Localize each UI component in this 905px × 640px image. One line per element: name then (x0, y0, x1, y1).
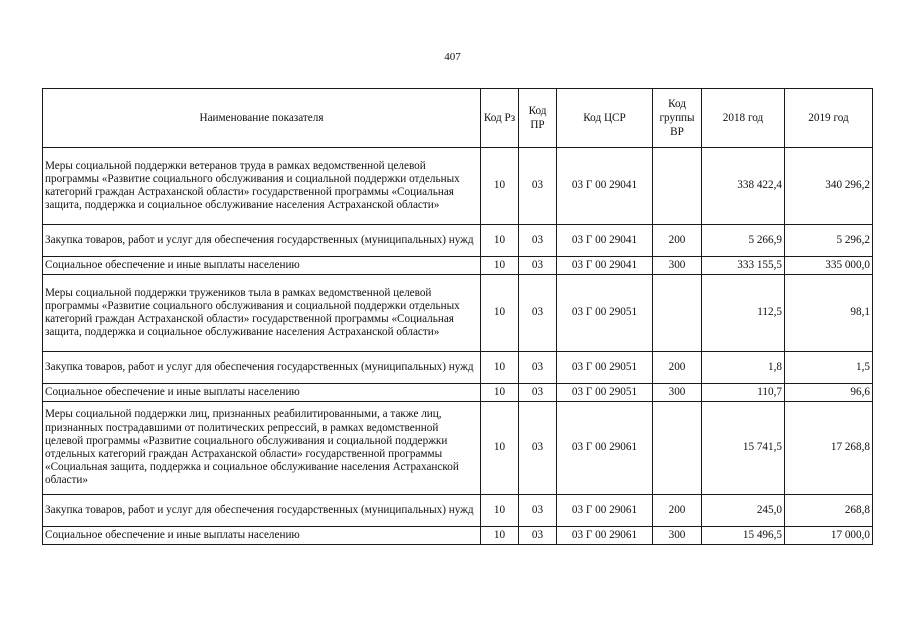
row-csr: 03 Г 00 29051 (557, 275, 653, 352)
header-2019: 2019 год (785, 89, 873, 148)
row-name: Меры социальной поддержки лиц, признанных реабилитированными, а также лиц, признанных пострадавшими от политических репрессий, в рамках ведомственной целевой программы «Развитие социального обслуживания и социальной поддержки отдельных категорий граждан Астраханской области» государственной программы «Социальная защита, поддержка и социальное обслуживание населения Астраханской области» (43, 402, 481, 495)
header-name: Наименование показателя (43, 89, 481, 148)
row-rz: 10 (481, 384, 519, 402)
table-row (43, 275, 873, 352)
row-pr: 03 (519, 225, 557, 257)
row-vr: 300 (653, 257, 702, 275)
row-vr (653, 275, 702, 352)
table-row (43, 352, 873, 384)
row-pr: 03 (519, 352, 557, 384)
row-pr: 03 (519, 402, 557, 495)
row-pr: 03 (519, 527, 557, 545)
row-name: Закупка товаров, работ и услуг для обеспечения государственных (муниципальных) нужд (43, 225, 481, 257)
row-2019: 17 000,0 (785, 527, 873, 545)
row-2018: 245,0 (702, 495, 785, 527)
row-name: Закупка товаров, работ и услуг для обеспечения государственных (муниципальных) нужд (43, 352, 481, 384)
table-header-row (43, 89, 873, 148)
row-name: Меры социальной поддержки ветеранов труда в рамках ведомственной целевой программы «Развитие социального обслуживания и социальной поддержки отдельных категорий граждан Астраханской области» государственной программы «Социальная защита, поддержка и социальное обслуживание населения Астраханской области» (43, 148, 481, 225)
row-pr: 03 (519, 257, 557, 275)
row-2018: 333 155,5 (702, 257, 785, 275)
row-vr: 300 (653, 527, 702, 545)
row-name: Социальное обеспечение и иные выплаты населению (43, 527, 481, 545)
row-vr: 200 (653, 352, 702, 384)
header-pr: Код ПР (519, 89, 557, 148)
row-2018: 1,8 (702, 352, 785, 384)
row-2019: 96,6 (785, 384, 873, 402)
row-pr: 03 (519, 384, 557, 402)
row-csr: 03 Г 00 29041 (557, 148, 653, 225)
row-2018: 5 266,9 (702, 225, 785, 257)
table-row (43, 527, 873, 545)
row-rz: 10 (481, 495, 519, 527)
table-row (43, 257, 873, 275)
row-csr: 03 Г 00 29041 (557, 257, 653, 275)
row-csr: 03 Г 00 29061 (557, 402, 653, 495)
header-rz: Код Рз (481, 89, 519, 148)
row-2019: 1,5 (785, 352, 873, 384)
row-rz: 10 (481, 275, 519, 352)
header-2018: 2018 год (702, 89, 785, 148)
row-2019: 5 296,2 (785, 225, 873, 257)
row-name: Закупка товаров, работ и услуг для обеспечения государственных (муниципальных) нужд (43, 495, 481, 527)
row-name: Социальное обеспечение и иные выплаты населению (43, 384, 481, 402)
page-number: 407 (444, 51, 461, 63)
row-2019: 17 268,8 (785, 402, 873, 495)
table-row (43, 384, 873, 402)
row-2019: 335 000,0 (785, 257, 873, 275)
row-vr (653, 402, 702, 495)
row-name: Социальное обеспечение и иные выплаты населению (43, 257, 481, 275)
row-2018: 338 422,4 (702, 148, 785, 225)
row-csr: 03 Г 00 29041 (557, 225, 653, 257)
row-vr: 200 (653, 225, 702, 257)
row-vr: 300 (653, 384, 702, 402)
row-2018: 112,5 (702, 275, 785, 352)
row-csr: 03 Г 00 29061 (557, 495, 653, 527)
row-name: Меры социальной поддержки тружеников тыла в рамках ведомственной целевой программы «Развитие социального обслуживания и социальной поддержки отдельных категорий граждан Астраханской области» государственной программы «Социальная защита, поддержка и социальное обслуживание населения Астраханской области» (43, 275, 481, 352)
row-rz: 10 (481, 257, 519, 275)
budget-table (42, 88, 873, 545)
row-pr: 03 (519, 148, 557, 225)
row-rz: 10 (481, 352, 519, 384)
row-vr: 200 (653, 495, 702, 527)
row-2019: 98,1 (785, 275, 873, 352)
row-csr: 03 Г 00 29051 (557, 352, 653, 384)
table-row (43, 495, 873, 527)
row-csr: 03 Г 00 29061 (557, 527, 653, 545)
row-csr: 03 Г 00 29051 (557, 384, 653, 402)
row-2019: 268,8 (785, 495, 873, 527)
row-rz: 10 (481, 527, 519, 545)
row-2018: 110,7 (702, 384, 785, 402)
header-csr: Код ЦСР (557, 89, 653, 148)
table-row (43, 225, 873, 257)
row-2018: 15 496,5 (702, 527, 785, 545)
row-rz: 10 (481, 148, 519, 225)
row-vr (653, 148, 702, 225)
row-pr: 03 (519, 495, 557, 527)
row-rz: 10 (481, 225, 519, 257)
row-2018: 15 741,5 (702, 402, 785, 495)
table-row (43, 402, 873, 495)
row-pr: 03 (519, 275, 557, 352)
table-row (43, 148, 873, 225)
row-2019: 340 296,2 (785, 148, 873, 225)
row-rz: 10 (481, 402, 519, 495)
header-vr: Код группы ВР (653, 89, 702, 148)
